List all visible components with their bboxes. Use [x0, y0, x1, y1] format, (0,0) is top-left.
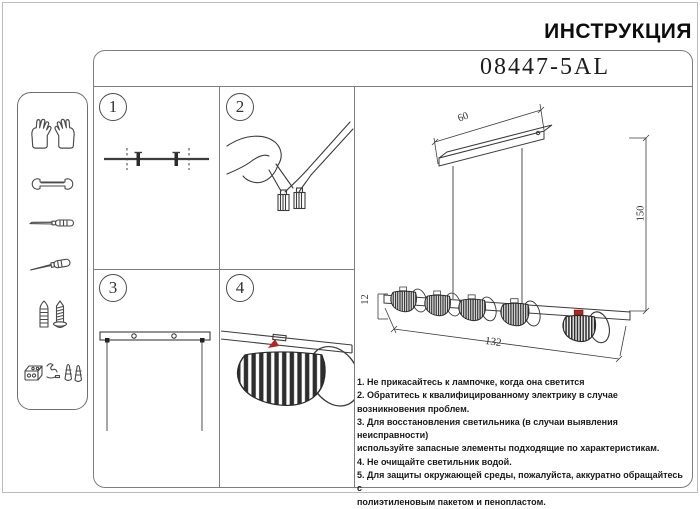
dim-150-lines: [629, 135, 649, 314]
tools-sidebar: [17, 92, 88, 410]
instruction-line: 5. Для защиты окружающей среды, пожалуйста, аккуратно обращайтесь с: [357, 470, 683, 494]
step-4-drawing: [219, 269, 354, 487]
wire-grip-right: [200, 338, 205, 343]
step-2-number: 2: [235, 97, 245, 116]
screwdriver-icon: [28, 217, 78, 229]
dim-bar-length: 132: [484, 334, 503, 350]
model-number: 08447-5AL: [480, 54, 610, 80]
dowel-and-screw-icon: [34, 299, 72, 333]
gloves-icon: [29, 115, 77, 151]
instruction-sheet: [93, 50, 693, 507]
model-header-band: [94, 51, 692, 87]
step-3-drawing: [94, 269, 219, 487]
care-instructions: [357, 376, 683, 509]
wire-connector-a: [278, 190, 289, 211]
instruction-line: используйте запасные элементы подходящие по характеристикам.: [357, 443, 660, 454]
hand: [227, 136, 293, 191]
lamp-rail: [221, 331, 352, 353]
wrench-icon: [28, 175, 78, 193]
step-2-drawing: [219, 86, 354, 269]
lamp-shade: [238, 342, 354, 410]
dim-bar-thickness: 12: [359, 294, 371, 305]
instruction-line: полиэтиленовым пакетом и пенопластом.: [357, 496, 546, 507]
wire-connectors-icon: [23, 357, 83, 387]
step-1-drawing: [94, 86, 219, 269]
step-4-number: 4: [235, 278, 245, 297]
dim-suspension-height: 150: [635, 205, 647, 222]
instruction-line: 3. Для восстановления светильника (в случаи выявления неисправности): [357, 416, 618, 441]
overview-cell: [354, 86, 692, 507]
instruction-line: 1. Не прикасайтесь к лампочке, когда она светится: [357, 377, 585, 387]
attach-point-marker: [574, 310, 583, 315]
mounting-bar: [100, 332, 210, 340]
step-3-number: 3: [108, 278, 118, 297]
dim-canopy-width: 60: [456, 110, 471, 125]
shade-ribbed-body: [238, 352, 325, 406]
wire-grip-left: [105, 338, 110, 343]
awl-icon: [28, 253, 78, 275]
page-title: ИНСТРУКЦИЯ: [544, 20, 692, 43]
power-cable: [285, 122, 353, 192]
step-1-number: 1: [108, 97, 118, 116]
ceiling-canopy: [439, 125, 552, 166]
instruction-line: 2. Обратитесь к квалифицированному электрику в случае возникновения проблем.: [357, 390, 618, 414]
instruction-line: 4. Не очищайте светильник водой.: [357, 456, 512, 467]
